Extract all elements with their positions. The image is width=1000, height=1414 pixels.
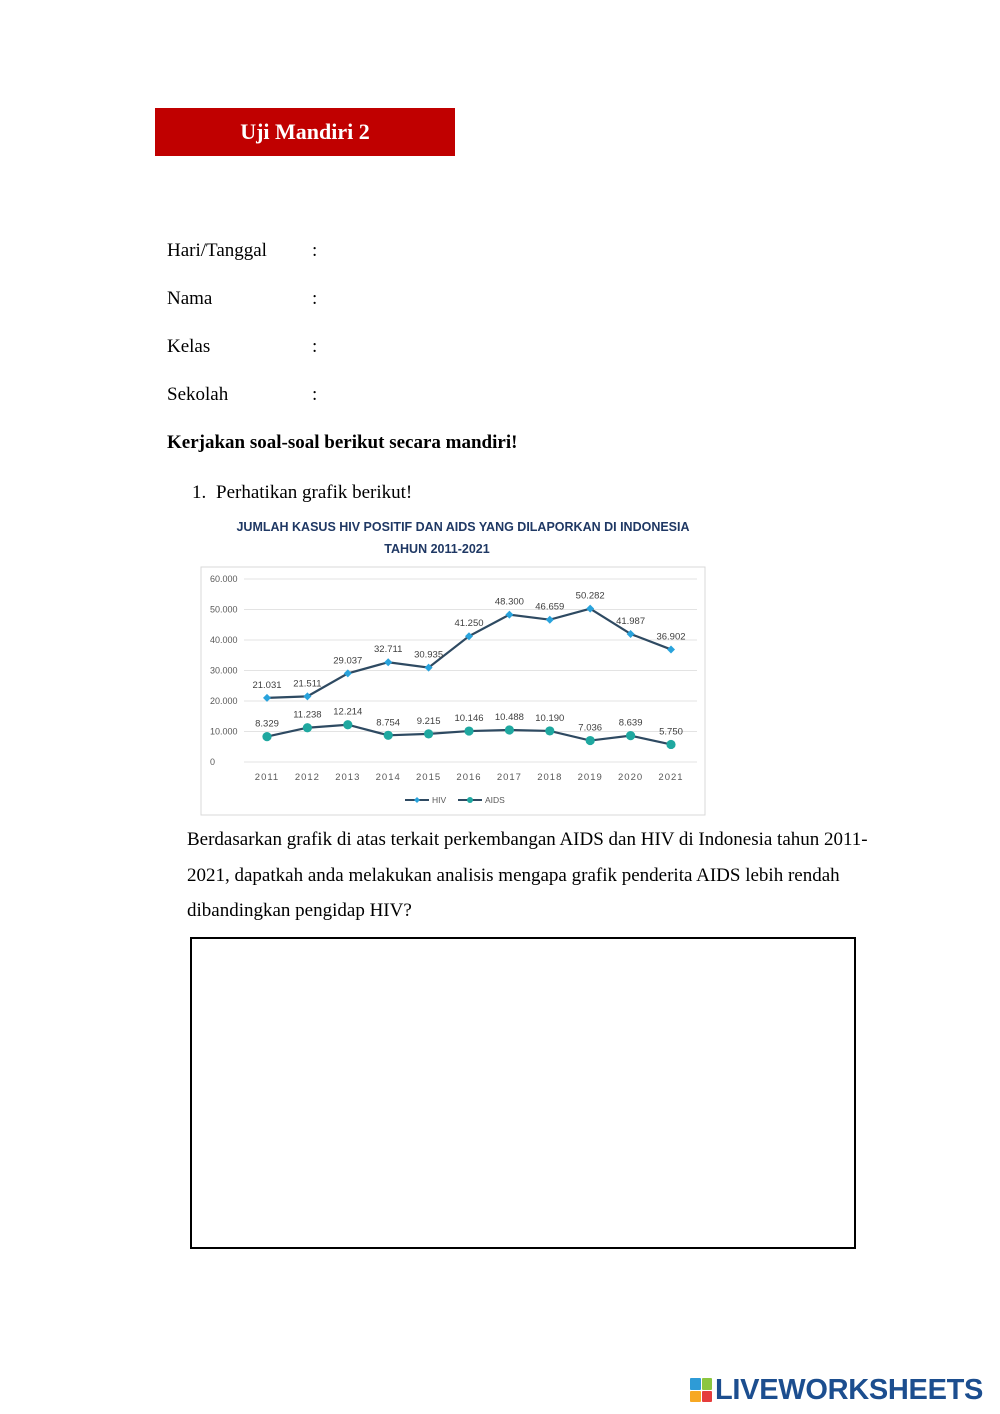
aids-point	[505, 725, 514, 734]
liveworksheets-logo-icon	[690, 1378, 712, 1402]
hiv-data-label: 29.037	[333, 655, 363, 667]
aids-data-label: 8.329	[255, 718, 279, 730]
field-colon: :	[312, 240, 318, 261]
answer-box[interactable]	[190, 937, 856, 1249]
field-colon: :	[312, 384, 318, 405]
x-tick-label: 2020	[618, 772, 644, 783]
hiv-data-label: 48.300	[494, 596, 524, 608]
legend-label-hiv: HIV	[432, 795, 447, 805]
chart-svg	[200, 512, 710, 817]
hiv-data-label: 21.511	[293, 678, 322, 690]
field-label: Kelas	[167, 336, 211, 357]
legend-label-aids: AIDS	[485, 795, 505, 805]
hiv-point	[505, 611, 513, 619]
aids-data-label: 8.754	[376, 717, 401, 729]
hiv-data-label: 21.031	[252, 679, 282, 691]
aids-data-label: 10.190	[535, 712, 565, 724]
question-intro-text: Perhatikan grafik berikut!	[216, 482, 413, 503]
y-tick-label: 40.000	[210, 635, 238, 645]
hiv-data-label: 30.935	[414, 649, 444, 661]
hiv-point	[546, 616, 554, 624]
liveworksheets-brand	[690, 1374, 983, 1406]
aids-point	[666, 740, 675, 749]
hiv-point	[384, 658, 392, 666]
aids-point	[586, 736, 595, 745]
x-tick-label: 2019	[577, 772, 603, 783]
aids-point	[262, 732, 271, 741]
field-label: Nama	[167, 288, 213, 309]
hiv-data-label: 36.902	[656, 631, 686, 643]
aids-data-label: 8.639	[618, 717, 643, 729]
x-tick-label: 2012	[294, 772, 320, 783]
aids-data-label: 7.036	[578, 722, 603, 734]
legend-marker-aids	[467, 797, 473, 803]
aids-data-label: 12.214	[333, 706, 363, 718]
aids-data-label: 5.750	[659, 726, 683, 738]
hiv-data-label: 46.659	[535, 601, 565, 613]
instruction-text: Kerjakan soal-soal berikut secara mandiri!	[167, 432, 518, 453]
field-label: Sekolah	[167, 384, 229, 405]
y-tick-label: 30.000	[210, 665, 238, 676]
x-tick-label: 2021	[658, 772, 684, 783]
hiv-point	[667, 645, 675, 653]
aids-point	[545, 726, 554, 735]
question-1-text: Berdasarkan grafik di atas terkait perkembangan AIDS dan HIV di Indonesia tahun 2011-2021, dapatkah anda melakukan analisis mengapa grafik penderita AIDS lebih rendah dibandingkan pengidap HIV?	[187, 829, 868, 921]
chart-subtitle: TAHUN 2011-2021	[384, 542, 490, 556]
legend-marker-hiv	[414, 797, 420, 803]
aids-data-label: 9.215	[416, 715, 441, 727]
aids-data-label: 11.238	[293, 709, 322, 721]
x-tick-label: 2015	[416, 772, 442, 783]
field-colon: :	[312, 288, 318, 309]
y-tick-label: 20.000	[210, 696, 238, 706]
aids-point	[384, 731, 393, 740]
y-tick-label: 10.000	[210, 726, 238, 737]
aids-data-label: 10.146	[454, 713, 484, 725]
aids-point	[343, 720, 352, 729]
aids-point	[464, 726, 473, 735]
x-tick-label: 2014	[375, 772, 401, 783]
x-tick-label: 2017	[496, 772, 522, 783]
question-number: 1.	[192, 482, 207, 503]
hiv-data-label: 41.250	[454, 618, 484, 630]
page-title-banner	[155, 108, 455, 156]
x-tick-label: 2013	[335, 772, 361, 783]
aids-point	[303, 723, 312, 732]
x-tick-label: 2011	[254, 772, 280, 783]
question-1-intro	[192, 482, 412, 504]
x-tick-label: 2016	[456, 772, 482, 783]
aids-point	[424, 729, 433, 738]
field-colon: :	[312, 336, 318, 357]
y-tick-label: 50.000	[210, 604, 238, 615]
hiv-aids-chart	[200, 512, 710, 817]
y-tick-label: 60.000	[210, 574, 238, 584]
aids-point	[626, 731, 635, 740]
page-title: Uji Mandiri 2	[240, 119, 370, 144]
aids-data-label: 10.488	[494, 712, 524, 724]
field-label: Hari/Tanggal	[167, 240, 267, 261]
hiv-data-label: 50.282	[575, 590, 605, 602]
hiv-data-label: 41.987	[616, 615, 646, 627]
chart-title: JUMLAH KASUS HIV POSITIF DAN AIDS YANG DILAPORKAN DI INDONESIA	[236, 520, 690, 534]
y-tick-label: 0	[210, 757, 216, 767]
hiv-data-label: 32.711	[374, 644, 403, 656]
brand-text: LIVEWORKSHEETS	[715, 1373, 984, 1406]
x-tick-label: 2018	[537, 772, 563, 783]
